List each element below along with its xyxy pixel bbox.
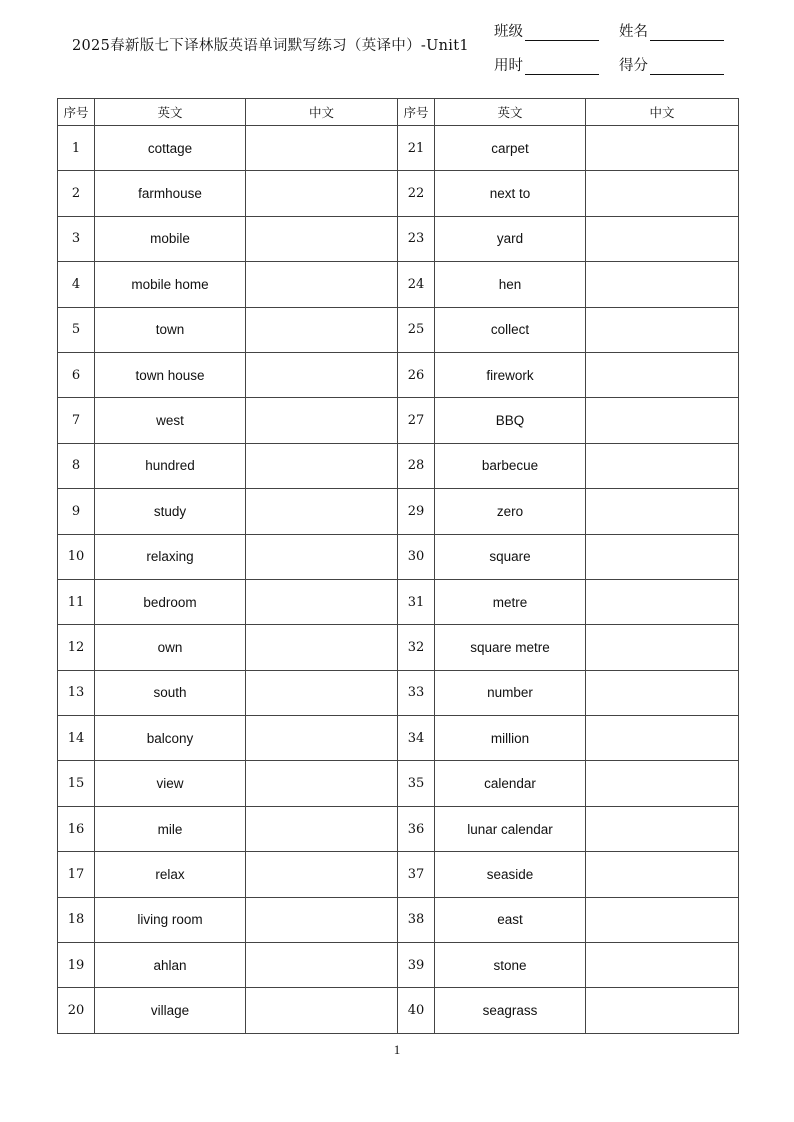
english-word-left: village [95,988,246,1033]
name-label: 姓名 [619,24,648,40]
chinese-answer-left[interactable] [246,216,398,261]
row-number-right: 39 [398,943,435,988]
english-word-left: own [95,625,246,670]
chinese-answer-left[interactable] [246,852,398,897]
vocabulary-table [57,98,739,1034]
row-number-left: 20 [58,988,95,1033]
header-number-right: 序号 [398,99,435,126]
row-number-left: 5 [58,307,95,352]
english-word-right: east [435,897,586,942]
row-number-left: 10 [58,534,95,579]
row-number-right: 25 [398,307,435,352]
score-field[interactable] [619,54,724,75]
class-label: 班级 [494,24,523,40]
table-row [58,443,739,488]
row-number-right: 31 [398,579,435,624]
worksheet-title: 2025春新版七下译林版英语单词默写练习（英译中）-Unit1 [72,38,469,54]
english-word-right: lunar calendar [435,806,586,851]
chinese-answer-right[interactable] [586,216,739,261]
row-number-right: 30 [398,534,435,579]
english-word-left: west [95,398,246,443]
row-number-left: 14 [58,716,95,761]
page-number: 1 [393,1042,401,1057]
english-word-left: relax [95,852,246,897]
english-word-left: study [95,489,246,534]
row-number-left: 3 [58,216,95,261]
table-row [58,852,739,897]
table-row [58,398,739,443]
chinese-answer-right[interactable] [586,943,739,988]
row-number-left: 12 [58,625,95,670]
chinese-answer-right[interactable] [586,988,739,1033]
chinese-answer-left[interactable] [246,534,398,579]
row-number-left: 17 [58,852,95,897]
chinese-answer-right[interactable] [586,307,739,352]
chinese-answer-left[interactable] [246,943,398,988]
row-number-right: 35 [398,761,435,806]
english-word-left: town [95,307,246,352]
english-word-left: farmhouse [95,171,246,216]
chinese-answer-right[interactable] [586,171,739,216]
row-number-left: 8 [58,443,95,488]
row-number-left: 19 [58,943,95,988]
header-number-left: 序号 [58,99,95,126]
english-word-right: square [435,534,586,579]
table-row [58,352,739,397]
english-word-left: living room [95,897,246,942]
english-word-right: carpet [435,126,586,171]
chinese-answer-right[interactable] [586,262,739,307]
chinese-answer-left[interactable] [246,126,398,171]
english-word-left: view [95,761,246,806]
chinese-answer-right[interactable] [586,806,739,851]
english-word-left: town house [95,352,246,397]
row-number-right: 22 [398,171,435,216]
chinese-answer-left[interactable] [246,579,398,624]
row-number-left: 4 [58,262,95,307]
chinese-answer-right[interactable] [586,897,739,942]
row-number-right: 28 [398,443,435,488]
row-number-left: 9 [58,489,95,534]
chinese-answer-right[interactable] [586,534,739,579]
chinese-answer-right[interactable] [586,716,739,761]
table-row [58,171,739,216]
table-row [58,806,739,851]
table-row [58,534,739,579]
chinese-answer-left[interactable] [246,670,398,715]
time-field[interactable] [494,54,599,75]
row-number-right: 26 [398,352,435,397]
chinese-answer-left[interactable] [246,806,398,851]
row-number-right: 33 [398,670,435,715]
table-row [58,988,739,1033]
chinese-answer-right[interactable] [586,761,739,806]
table-row [58,897,739,942]
english-word-right: collect [435,307,586,352]
chinese-answer-right[interactable] [586,852,739,897]
chinese-answer-left[interactable] [246,489,398,534]
header-english-right: 英文 [435,99,586,126]
table-row [58,216,739,261]
header-chinese-left: 中文 [246,99,398,126]
english-word-left: relaxing [95,534,246,579]
chinese-answer-right[interactable] [586,126,739,171]
row-number-right: 24 [398,262,435,307]
row-number-left: 2 [58,171,95,216]
english-word-left: mile [95,806,246,851]
table-row [58,126,739,171]
table-header-row [58,99,739,126]
row-number-right: 21 [398,126,435,171]
time-label: 用时 [494,58,523,74]
row-number-right: 27 [398,398,435,443]
chinese-answer-left[interactable] [246,171,398,216]
row-number-left: 7 [58,398,95,443]
chinese-answer-left[interactable] [246,352,398,397]
english-word-right: barbecue [435,443,586,488]
chinese-answer-left[interactable] [246,443,398,488]
english-word-left: ahlan [95,943,246,988]
english-word-right: seaside [435,852,586,897]
table-row [58,670,739,715]
chinese-answer-right[interactable] [586,625,739,670]
row-number-right: 34 [398,716,435,761]
english-word-right: metre [435,579,586,624]
row-number-left: 13 [58,670,95,715]
row-number-left: 18 [58,897,95,942]
english-word-left: bedroom [95,579,246,624]
time-blank[interactable] [525,60,599,75]
english-word-right: million [435,716,586,761]
class-field[interactable] [494,20,599,41]
english-word-right: hen [435,262,586,307]
row-number-left: 1 [58,126,95,171]
chinese-answer-left[interactable] [246,262,398,307]
english-word-right: firework [435,352,586,397]
english-word-left: balcony [95,716,246,761]
row-number-right: 37 [398,852,435,897]
row-number-right: 23 [398,216,435,261]
chinese-answer-left[interactable] [246,897,398,942]
row-number-right: 29 [398,489,435,534]
row-number-right: 32 [398,625,435,670]
row-number-left: 6 [58,352,95,397]
name-field[interactable] [619,20,724,41]
table-row [58,761,739,806]
table-row [58,307,739,352]
english-word-right: calendar [435,761,586,806]
chinese-answer-right[interactable] [586,579,739,624]
name-blank[interactable] [650,26,724,41]
chinese-answer-right[interactable] [586,352,739,397]
english-word-left: hundred [95,443,246,488]
chinese-answer-right[interactable] [586,670,739,715]
chinese-answer-right[interactable] [586,443,739,488]
class-blank[interactable] [525,26,599,41]
chinese-answer-left[interactable] [246,988,398,1033]
table-row [58,943,739,988]
table-row [58,625,739,670]
chinese-answer-left[interactable] [246,398,398,443]
chinese-answer-left[interactable] [246,307,398,352]
english-word-right: seagrass [435,988,586,1033]
table-row [58,716,739,761]
chinese-answer-left[interactable] [246,716,398,761]
table-body [58,126,739,1034]
english-word-left: mobile [95,216,246,261]
table-row [58,262,739,307]
row-number-left: 16 [58,806,95,851]
table-row [58,489,739,534]
chinese-answer-right[interactable] [586,398,739,443]
english-word-right: yard [435,216,586,261]
english-word-left: south [95,670,246,715]
english-word-right: stone [435,943,586,988]
row-number-right: 38 [398,897,435,942]
english-word-left: cottage [95,126,246,171]
header-english-left: 英文 [95,99,246,126]
table-row [58,579,739,624]
english-word-right: BBQ [435,398,586,443]
row-number-left: 11 [58,579,95,624]
header-chinese-right: 中文 [586,99,739,126]
row-number-right: 36 [398,806,435,851]
score-blank[interactable] [650,60,724,75]
chinese-answer-left[interactable] [246,761,398,806]
english-word-right: zero [435,489,586,534]
row-number-left: 15 [58,761,95,806]
english-word-right: number [435,670,586,715]
english-word-left: mobile home [95,262,246,307]
english-word-right: next to [435,171,586,216]
row-number-right: 40 [398,988,435,1033]
score-label: 得分 [619,58,648,74]
chinese-answer-right[interactable] [586,489,739,534]
chinese-answer-left[interactable] [246,625,398,670]
english-word-right: square metre [435,625,586,670]
